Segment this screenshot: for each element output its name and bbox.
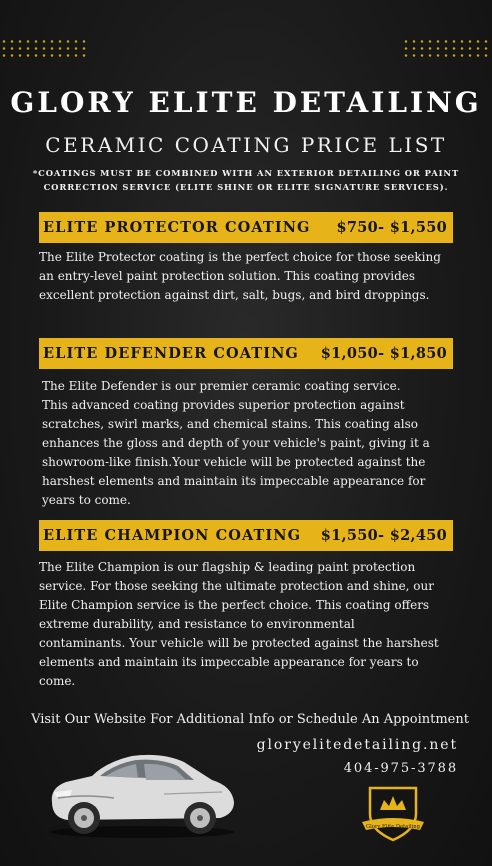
package-description-champion: The Elite Champion is our flagship & leading paint protection service. For those seeking the ultimate protection and shine, our Elite Champion service is the perfect choice. This coating offers extreme durability, and resistance to environmental contaminants. Your vehicle will be protected against the harshest elements and maintain its impeccable appearance for years to come. — [39, 560, 439, 688]
decorative-dots-left — [0, 38, 86, 60]
page-subtitle: CERAMIC COATING PRICE LIST — [45, 133, 447, 157]
crown-shield-logo — [360, 784, 426, 844]
visit-website-text: Visit Our Website For Additional Info or Schedule An Appointment — [31, 712, 469, 727]
package-price: $750- $1,550 — [336, 219, 447, 236]
package-name: ELITE DEFENDER COATING — [43, 345, 299, 362]
package-price: $1,550- $2,450 — [320, 527, 447, 544]
package-price: $1,050- $1,850 — [320, 345, 447, 362]
decorative-dots-right — [402, 38, 492, 60]
package-header-champion — [39, 520, 453, 551]
package-header-defender — [39, 338, 453, 369]
website-link[interactable]: gloryelitedetailing.net — [256, 737, 458, 753]
car-image — [44, 740, 240, 840]
package-name: ELITE PROTECTOR COATING — [43, 219, 311, 236]
package-description-defender: The Elite Defender is our premier ceramic coating service. This advanced coating provides superior protection against scratches, swirl marks, and chemical stains. This coating also enhances the gloss and depth of your vehicle's paint, giving it a showroom-like finish.Your vehicle will be protected against the harshest elements and maintain its impeccable appearance for years to come. — [42, 379, 430, 507]
logo-text: Glory Elite Detailing — [366, 824, 420, 830]
package-description-protector: The Elite Protector coating is the perfect choice for those seeking an entry-level paint protection solution. This coating provides excellent protection against dirt, salt, bugs, and bird droppings. — [39, 250, 441, 302]
phone-number[interactable]: 404-975-3788 — [343, 761, 458, 776]
brand-title: GLORY ELITE DETAILING — [10, 86, 482, 119]
requirement-note: *COATINGS MUST BE COMBINED WITH AN EXTERIOR DETAILING OR PAINT CORRECTION SERVICE (ELITE SHINE OR ELITE SIGNATURE SERVICES). — [32, 168, 460, 192]
package-name: ELITE CHAMPION COATING — [43, 527, 302, 544]
package-header-protector — [39, 212, 453, 243]
